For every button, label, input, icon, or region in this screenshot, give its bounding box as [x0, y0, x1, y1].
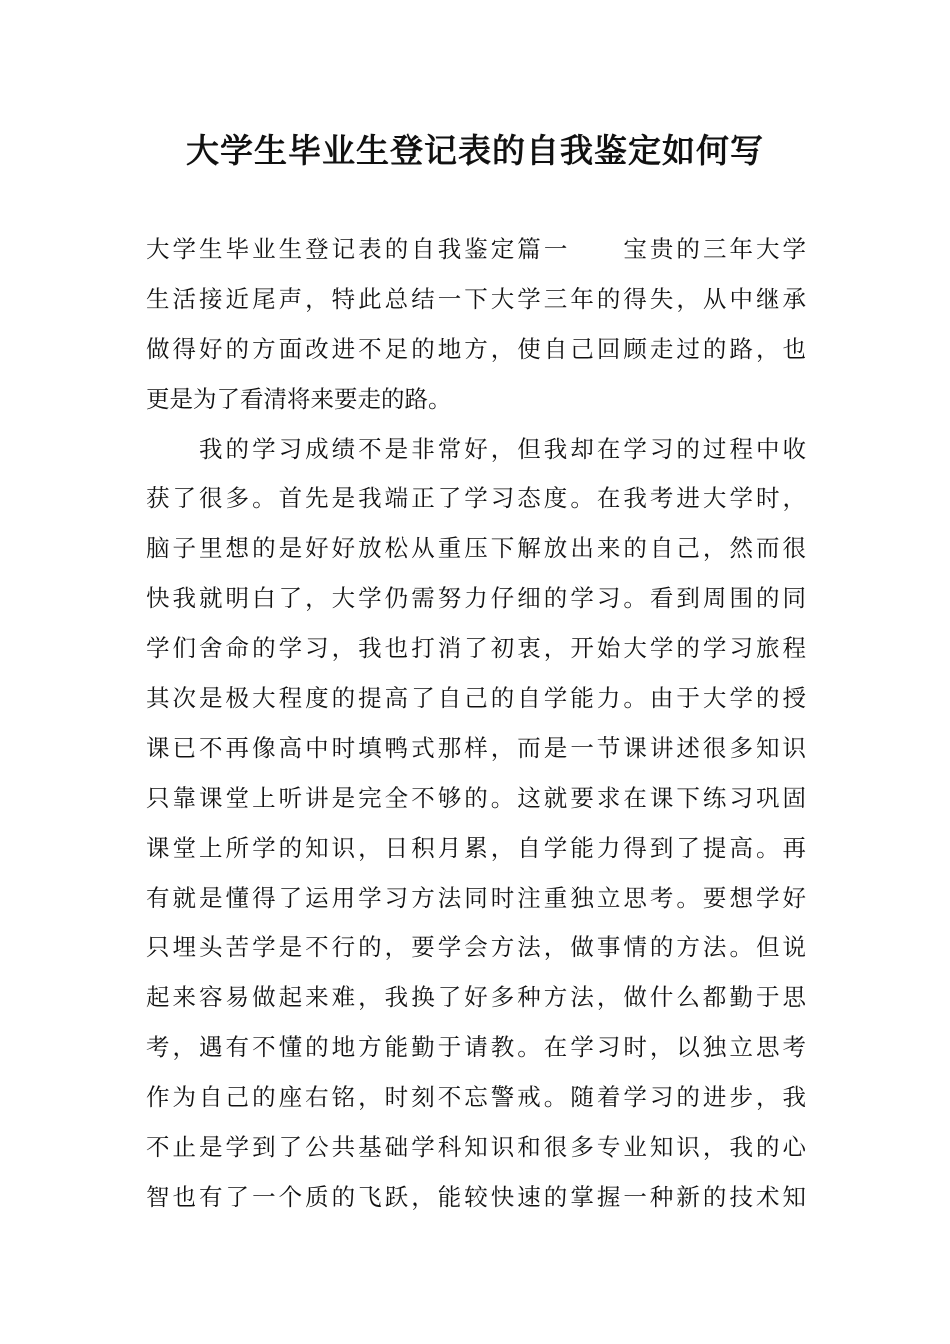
paragraph-1 — [146, 225, 806, 425]
paragraph-line: 起来容易做起来难，我换了好多种方法，做什么都勤于思 — [146, 983, 806, 1012]
paragraph-line: 有就是懂得了运用学习方法同时注重独立思考。要想学好 — [146, 883, 806, 912]
document-body — [146, 225, 806, 1223]
paragraph-line: 我的学习成绩不是非常好，但我却在学习的过程中收 — [196, 434, 806, 463]
paragraph-line: 考，遇有不懂的地方能勤于请教。在学习时，以独立思考 — [146, 1033, 806, 1062]
paragraph-line: 只靠课堂上听讲是完全不够的。这就要求在课下练习巩固 — [146, 783, 806, 812]
paragraph-2 — [146, 425, 806, 1223]
paragraph-line: 快我就明白了，大学仍需努力仔细的学习。看到周围的同 — [146, 584, 806, 613]
paragraph-line: 其次是极大程度的提高了自己的自学能力。由于大学的授 — [146, 684, 806, 713]
paragraph-line: 脑子里想的是好好放松从重压下解放出来的自己，然而很 — [146, 534, 806, 563]
paragraph-line: 课堂上所学的知识，日积月累，自学能力得到了提高。再 — [146, 833, 806, 862]
paragraph-line: 作为自己的座右铭，时刻不忘警戒。随着学习的进步，我 — [146, 1083, 806, 1112]
paragraph-line: 课已不再像高中时填鸭式那样，而是一节课讲述很多知识 — [146, 733, 806, 762]
paragraph-line: 只埋头苦学是不行的，要学会方法，做事情的方法。但说 — [146, 933, 806, 962]
section-heading: 大学生毕业生登记表的自我鉴定篇一 — [146, 235, 571, 263]
paragraph-line: 智也有了一个质的飞跃，能较快速的掌握一种新的技术知 — [146, 1182, 806, 1211]
paragraph-line: 做得好的方面改进不足的地方，使自己回顾走过的路，也 — [146, 334, 806, 363]
paragraph-line: 学们舍命的学习，我也打消了初衷，开始大学的学习旅程 — [146, 634, 806, 663]
paragraph-line: 获了很多。首先是我端正了学习态度。在我考进大学时， — [146, 484, 806, 513]
paragraph-line: 更是为了看清将来要走的路。 — [146, 384, 452, 413]
paragraph-line: 不止是学到了公共基础学科知识和很多专业知识，我的心 — [146, 1133, 806, 1162]
document-title: 大学生毕业生登记表的自我鉴定如何写 — [186, 131, 764, 170]
paragraph-line: 生活接近尾声，特此总结一下大学三年的得失，从中继承 — [146, 284, 806, 313]
paragraph-line: 大学生毕业生登记表的自我鉴定篇一 宝贵的三年大学 — [146, 235, 807, 263]
